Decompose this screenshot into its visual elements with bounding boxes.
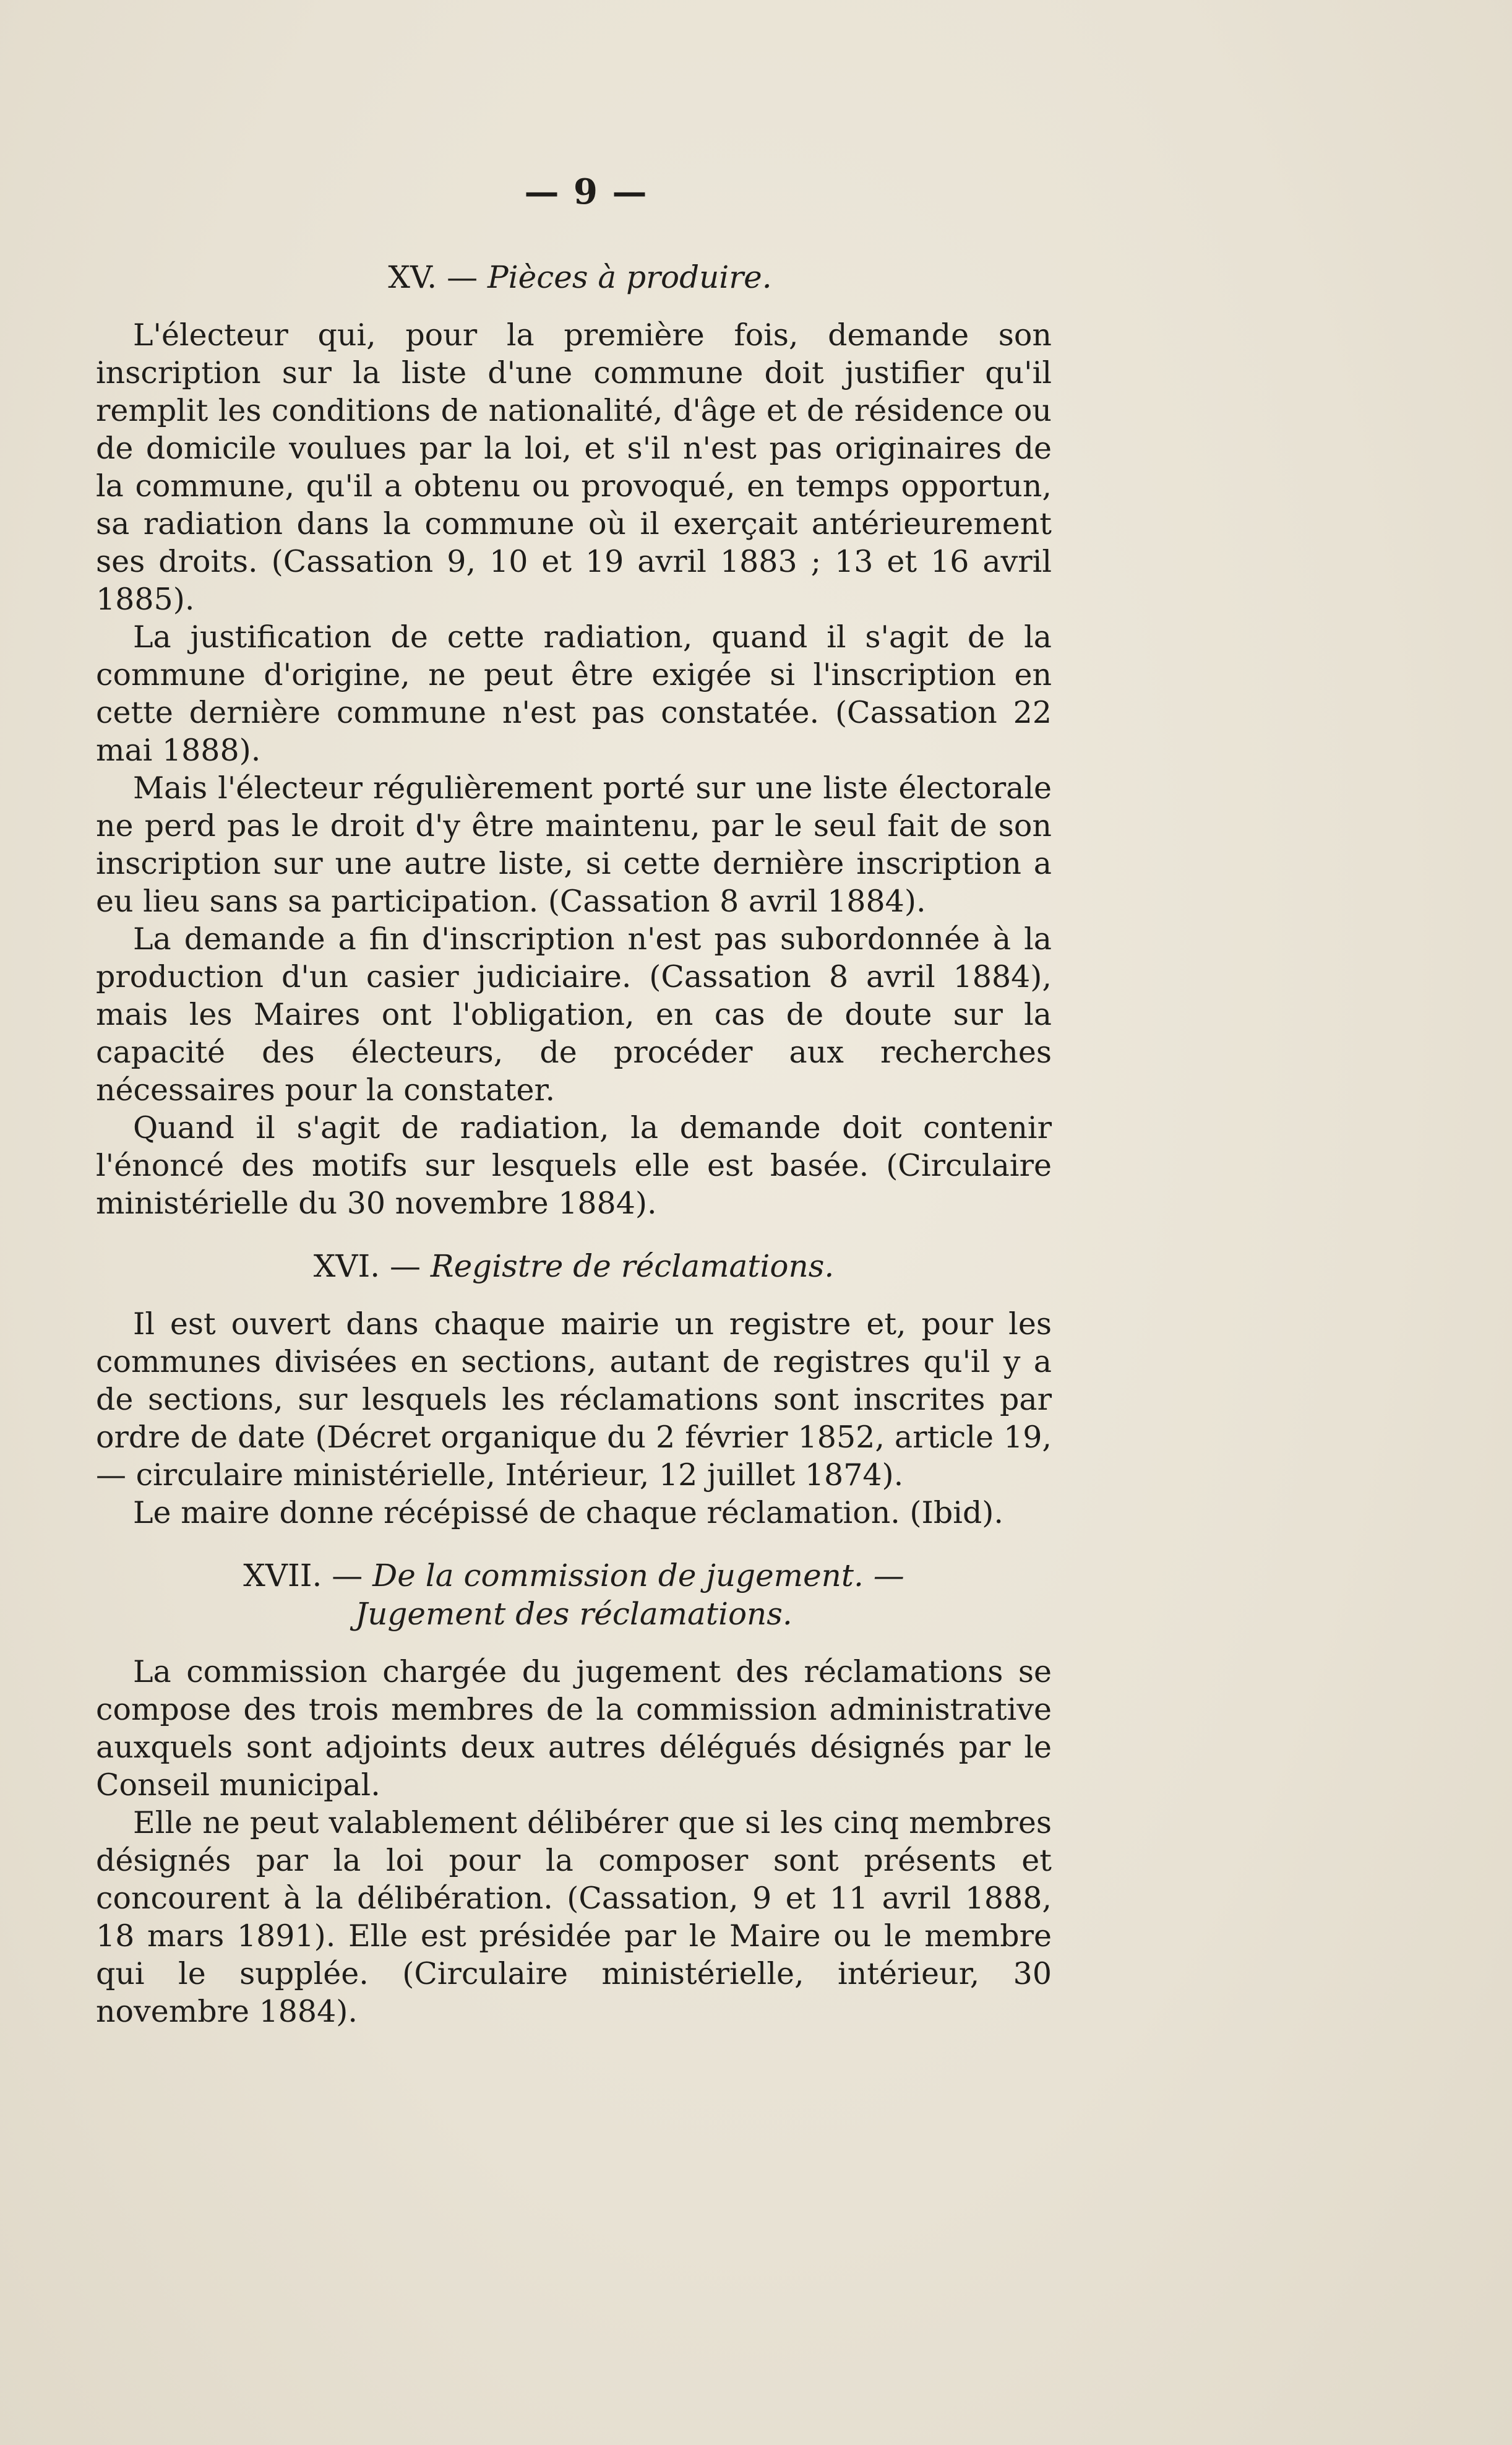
section-title-line2: Jugement des réclamations.: [355, 1596, 793, 1632]
section-heading-xvi: [96, 1247, 1052, 1285]
paragraph: La commission chargée du jugement des réclamations se compose des trois membres de la commission administrative auxquels sont adjoints deux autres délégués désignés par le Conseil municipal.: [96, 1654, 1052, 1803]
paragraph: La justification de cette radiation, quand il s'agit de la commune d'origine, ne peut être exigée si l'inscription en cette dernière commune n'est pas constatée. (Cassation 22 mai 1888).: [96, 619, 1052, 768]
section-dash: —: [447, 259, 478, 295]
section-title: De la commission de jugement. —: [372, 1558, 904, 1593]
section-dash: —: [332, 1558, 363, 1593]
paragraph: Le maire donne récépissé de chaque réclamation. (Ibid).: [133, 1495, 1004, 1530]
page-text: [96, 173, 1052, 2030]
section-number: XVI.: [313, 1248, 380, 1284]
section-dash: —: [390, 1248, 421, 1284]
section-heading-xvii: [96, 1556, 1052, 1633]
paragraph: Mais l'électeur régulièrement porté sur une liste électorale ne perd pas le droit d'y être maintenu, par le seul fait de son inscription sur une autre liste, si cette dernière inscription a eu lieu sans sa participation. (Cassation 8 avril 1884).: [96, 770, 1052, 919]
section-title: Registre de réclamations.: [430, 1248, 835, 1284]
section-number: XVII.: [243, 1558, 322, 1593]
page-number: — 9 —: [524, 171, 648, 212]
section-heading-xv: [96, 258, 1052, 296]
paragraph: L'électeur qui, pour la première fois, demande son inscription sur la liste d'une commune doit justifier qu'il remplit les conditions de nationalité, d'âge et de résidence ou de domicile voulues par la loi, et s'il n'est pas originaires de la commune, qu'il a obtenu ou provoqué, en temps opportun, sa radiation dans la commune où il exerçait antérieurement ses droits. (Cassation 9, 10 et 19 avril 1883 ; 13 et 16 avril 1885).: [96, 317, 1052, 617]
paragraph: Elle ne peut valablement délibérer que si les cinq membres désignés par la loi pour la composer sont présents et concourent à la délibération. (Cassation, 9 et 11 avril 1888, 18 mars 1891). Elle est présidée par le Maire ou le membre qui le supplée. (Circulaire ministérielle, intérieur, 30 novembre 1884).: [96, 1805, 1052, 2029]
paragraph: La demande a fin d'inscription n'est pas subordonnée à la production d'un casier judiciaire. (Cassation 8 avril 1884), mais les Maires ont l'obligation, en cas de doute sur la capacité des électeurs, de procéder aux recherches nécessaires pour la constater.: [96, 921, 1052, 1108]
section-number: XV.: [388, 259, 437, 295]
paragraph: Il est ouvert dans chaque mairie un registre et, pour les communes divisées en sections, autant de registres qu'il y a de sections, sur lesquels les réclamations sont inscrites par ordre de date (Décret organique du 2 février 1852, article 19,— circulaire ministérielle, Intérieur, 12 juillet 1874).: [96, 1306, 1052, 1493]
paragraph: Quand il s'agit de radiation, la demande doit contenir l'énoncé des motifs sur lesquels elle est basée. (Circulaire ministérielle du 30 novembre 1884).: [96, 1110, 1052, 1221]
section-title: Pièces à produire.: [488, 259, 772, 295]
